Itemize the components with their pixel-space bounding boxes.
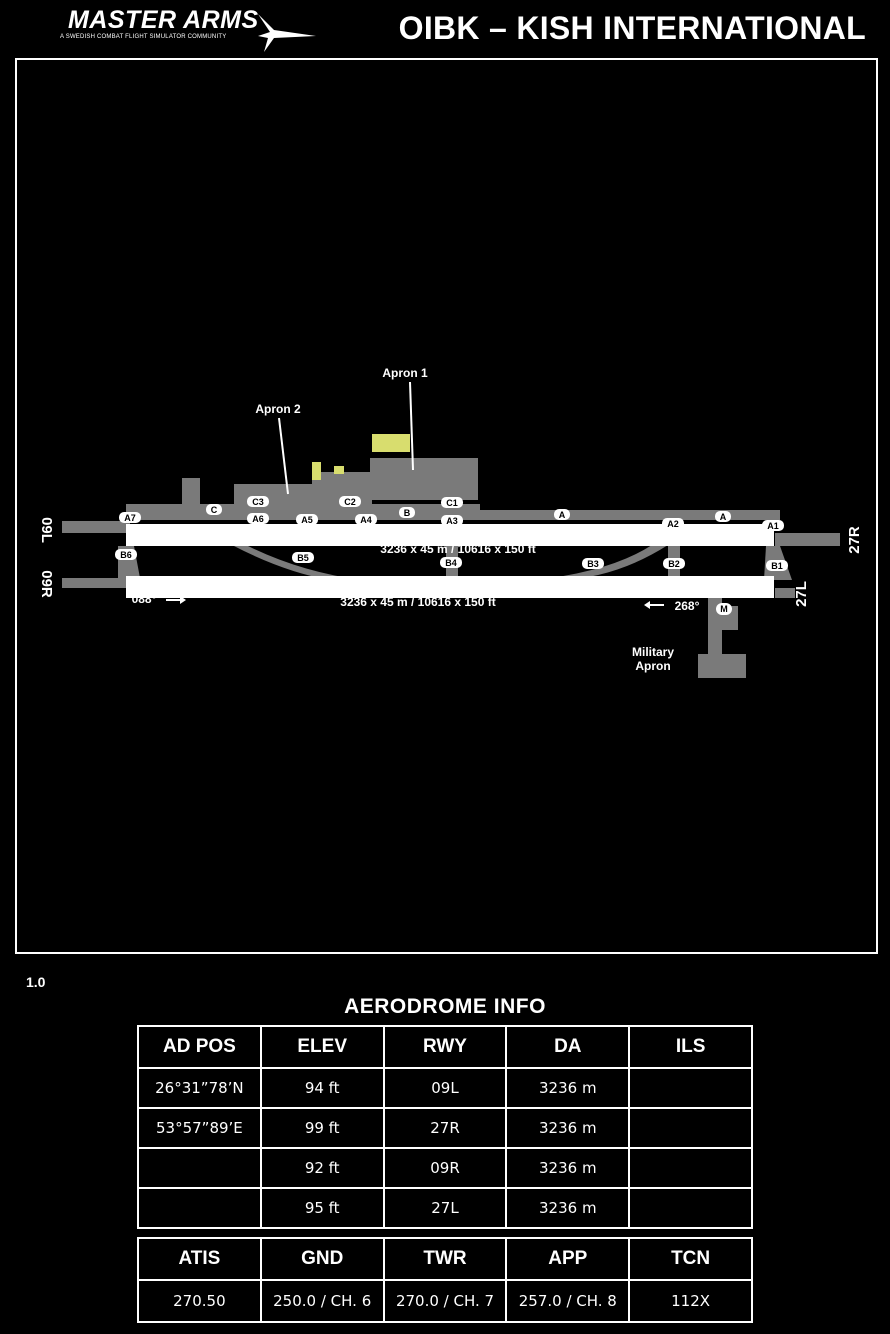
taxiway-label-A5 [296, 514, 318, 525]
cell-ils [629, 1188, 752, 1228]
header-gnd: GND [261, 1238, 384, 1280]
svg-text:B5: B5 [297, 553, 309, 563]
runway-09L-label: 09L [38, 517, 55, 543]
runway-27R-label: 27R [846, 526, 863, 554]
header-ils: ILS [629, 1026, 752, 1068]
cell-da: 3236 m [506, 1188, 629, 1228]
header-atis: ATIS [138, 1238, 261, 1280]
taxiway-label-A2 [662, 518, 684, 529]
cell-gnd: 250.0 / CH. 6 [261, 1280, 384, 1322]
taxiway-label-A6 [247, 513, 269, 524]
taxiway-label-A3 [441, 515, 463, 526]
heading-268: 268° [674, 599, 700, 613]
cell-atis: 270.50 [138, 1280, 261, 1322]
svg-text:B4: B4 [445, 558, 457, 568]
logo-text: MASTER ARMS [68, 6, 259, 34]
header-rwy: RWY [384, 1026, 507, 1068]
table-header-row [138, 1026, 752, 1068]
table-row [138, 1108, 752, 1148]
taxiway-label-A-2 [715, 511, 731, 522]
page-title: OIBK – KISH INTERNATIONAL [398, 10, 866, 46]
header-elev: ELEV [261, 1026, 384, 1068]
runway-09R-27L-dimensions: 3236 x 45 m / 10616 x 150 ft [340, 595, 496, 609]
svg-text:A3: A3 [446, 516, 458, 526]
svg-text:A7: A7 [124, 513, 136, 523]
svg-text:C2: C2 [344, 497, 356, 507]
taxiway-label-B [399, 507, 415, 518]
svg-text:B1: B1 [771, 561, 783, 571]
svg-text:M: M [720, 604, 728, 614]
header-app: APP [506, 1238, 629, 1280]
table-row [138, 1188, 752, 1228]
logo-subtitle: A SWEDISH COMBAT FLIGHT SIMULATOR COMMUNITY [60, 34, 227, 40]
svg-text:A2: A2 [667, 519, 679, 529]
apron-1-label: Apron 1 [382, 366, 428, 380]
cell-twr: 270.0 / CH. 7 [384, 1280, 507, 1322]
military-apron-label-2: Apron [635, 659, 671, 673]
table-row [138, 1068, 752, 1108]
taxiway-label-C1 [441, 497, 463, 508]
cell-da: 3236 m [506, 1148, 629, 1188]
aerodrome-info-table [137, 1025, 753, 1229]
cell-ad-pos: 53°57”89’E [138, 1108, 261, 1148]
svg-text:A5: A5 [301, 515, 313, 525]
comm-frequencies-table [137, 1237, 753, 1323]
svg-text:B2: B2 [668, 559, 680, 569]
apron-2-label: Apron 2 [255, 402, 301, 416]
cell-elev: 99 ft [261, 1108, 384, 1148]
cell-rwy: 09L [384, 1068, 507, 1108]
cell-da: 3236 m [506, 1068, 629, 1108]
svg-text:C3: C3 [252, 497, 264, 507]
taxiway-label-C [206, 504, 222, 515]
cell-elev: 95 ft [261, 1188, 384, 1228]
aerodrome-info-title: AERODROME INFO [344, 995, 546, 1018]
svg-text:C: C [210, 505, 218, 515]
svg-text:C1: C1 [446, 498, 458, 508]
taxiway-label-A7 [119, 512, 141, 523]
cell-ad-pos [138, 1148, 261, 1188]
cell-app: 257.0 / CH. 8 [506, 1280, 629, 1322]
taxiway-label-B5 [292, 552, 314, 563]
cell-elev: 92 ft [261, 1148, 384, 1188]
svg-text:B3: B3 [587, 559, 599, 569]
taxiway-label-B1 [766, 560, 788, 571]
taxiway-label-B4 [440, 557, 462, 568]
table-header-row [138, 1238, 752, 1280]
cell-da: 3236 m [506, 1108, 629, 1148]
header-da: DA [506, 1026, 629, 1068]
svg-text:A: A [558, 510, 566, 520]
taxiway-label-B2 [663, 558, 685, 569]
taxiway-label-A4 [355, 514, 377, 525]
taxiway-label-C3 [247, 496, 269, 507]
svg-text:A4: A4 [360, 515, 372, 525]
military-apron-label-1: Military [631, 645, 675, 659]
svg-text:B: B [403, 508, 411, 518]
taxiway-label-C2 [339, 496, 361, 507]
header-twr: TWR [384, 1238, 507, 1280]
header-ad-pos: AD POS [138, 1026, 261, 1068]
cell-ils [629, 1068, 752, 1108]
taxiway-label-B3 [582, 558, 604, 569]
runway-27L-label: 27L [793, 581, 810, 607]
cell-ils [629, 1108, 752, 1148]
svg-text:A1: A1 [767, 521, 779, 531]
svg-text:A6: A6 [252, 514, 264, 524]
cell-elev: 94 ft [261, 1068, 384, 1108]
cell-rwy: 27R [384, 1108, 507, 1148]
heading-088: 088° [131, 592, 157, 606]
cell-rwy: 09R [384, 1148, 507, 1188]
taxiway-label-M [716, 603, 732, 615]
taxiway-label-B6 [115, 549, 137, 560]
cell-tcn: 112X [629, 1280, 752, 1322]
cell-rwy: 27L [384, 1188, 507, 1228]
table-row [138, 1148, 752, 1188]
svg-text:A: A [719, 512, 727, 522]
cell-ils [629, 1148, 752, 1188]
chart-version: 1.0 [26, 974, 46, 990]
svg-text:B6: B6 [120, 550, 132, 560]
table-row [138, 1280, 752, 1322]
cell-ad-pos: 26°31”78’N [138, 1068, 261, 1108]
runway-09R-label: 09R [38, 570, 55, 598]
header-tcn: TCN [629, 1238, 752, 1280]
taxiway-label-A-1 [554, 509, 570, 520]
taxiway-label-A1 [762, 520, 784, 531]
cell-ad-pos [138, 1188, 261, 1228]
runway-09L-27R-dimensions: 3236 x 45 m / 10616 x 150 ft [380, 542, 536, 556]
